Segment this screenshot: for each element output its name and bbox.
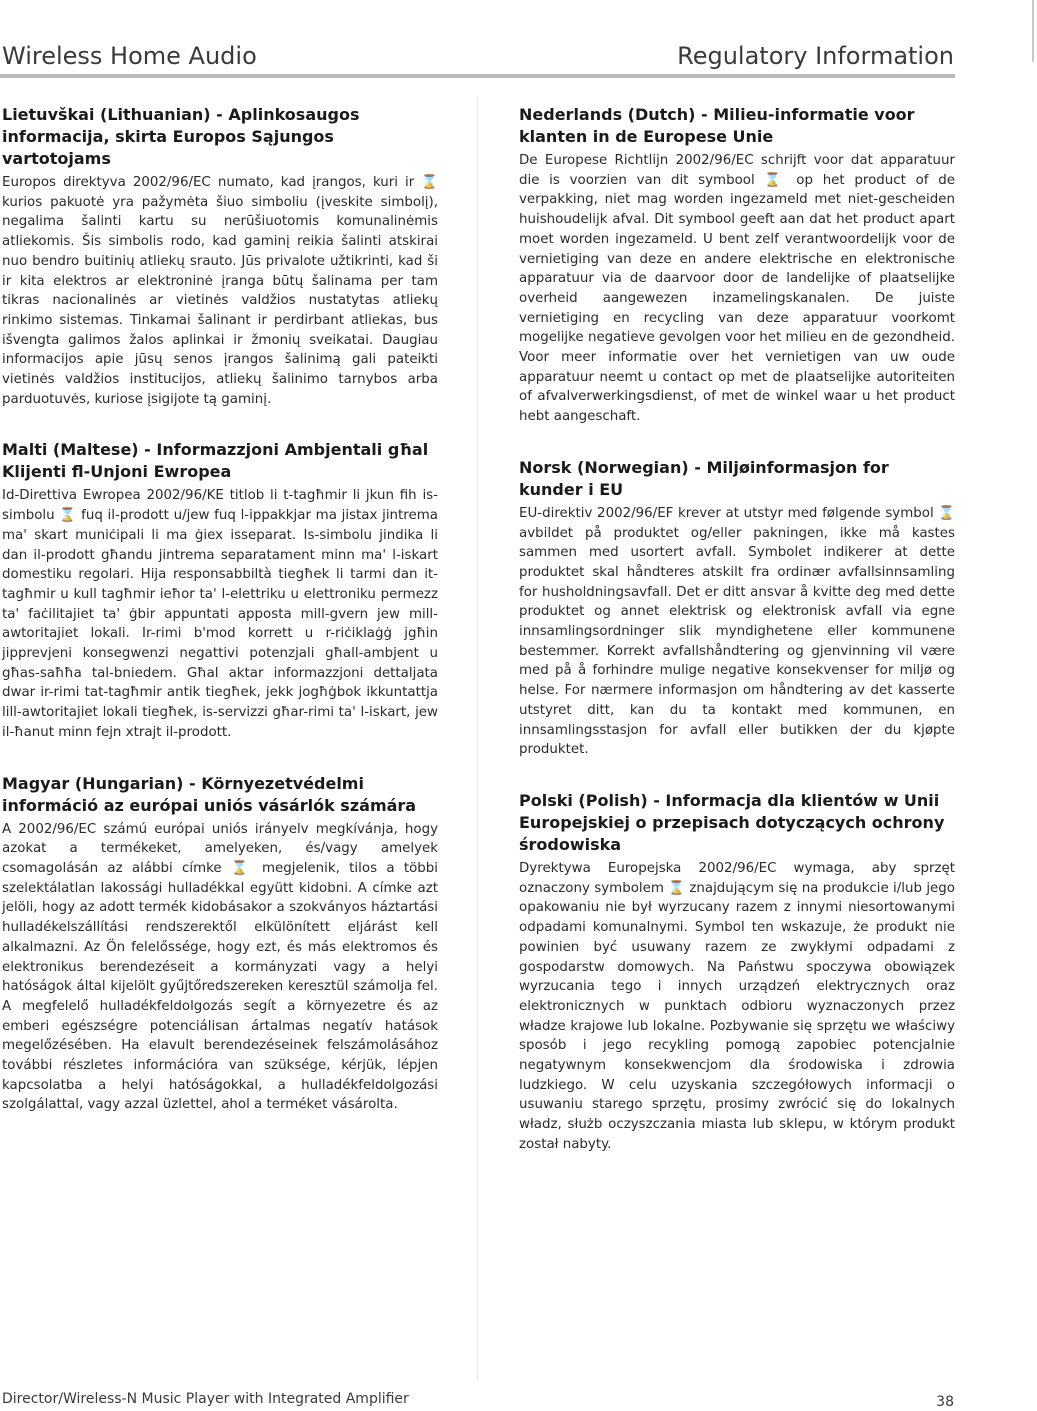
section-norwegian (519, 457, 955, 760)
section-heading: Nederlands (Dutch) - Milieu-informatie voor klanten in de Europese Unie (519, 105, 915, 146)
header-divider (0, 74, 955, 78)
section-polish (519, 790, 955, 1155)
section-body: Id-Direttiva Ewropea 2002/96/KE titlob li t-tagħmir li jkun fih is-simbolu ⌛ fuq il-prodott u/jew fuq l-ippakkjar ma jistax jintrema ma' skart muniċipali li ma ġiex isseparat. Is-simbolu jindika li dan il-prodott għandu jintrema separatament minn ma' l-iskart domestiku regolari. Hija responsabbiltà tiegħek li tarmi dan it-tagħmir u kull tagħmir ieħor ta' l-elettriku u elettroniku permezz ta' faċilitajiet ta' ġbir appuntati apposta mill-gvern jew mill-awtoritajiet lokali. Ir-rimi b'mod korrett u r-riċiklaġġ jgħin jipprevjeni konsegwenzi negattivi potenzjali għall-ambjent u għas-saħħa tal-bniedem. Għal aktar informazzjoni dettaljata dwar ir-rimi tat-tagħmir antik tiegħek, jekk jogħġbok ikkuntattja lill-awtoritajiet lokali tiegħek, is-servizzi għar-rimi ta' l-iskart, jew il-ħanut minn fejn xtrajt il-prodott. (2, 488, 438, 740)
column-divider (477, 96, 478, 1381)
section-hungarian (2, 773, 438, 1116)
section-body: Europos direktyva 2002/96/EC numato, kad įrangos, kuri ir ⌛ kurios pakuotė yra pažymėta šiuo simboliu (įveskite simbolį), negalima šalinti kartu su nerūšiuotomis komunalinėmis atliekomis. Šis simbolis rodo, kad gaminį reikia šalinti atskirai nuo bendro buitinių atliekų srauto. Jūs privalote užtikrinti, kad ši ir kita elektros ar elektroninė įranga būtų šalinama per tam tikras nacionalinės ar vietinės valdžios nustatytas atliekų rinkimo sistemas. Tinkamai šalinant ir perdirbant atliekas, bus išvengta galimos žalos aplinkai ir žmonių sveikatai. Daugiau informacijos apie jūsų senos įrangos šalinimą gali pateikti vietinės valdžios institucijos, atliekų šalinimo tarnybos arba parduotuvės, kuriose įsigijote tą gaminį. (2, 175, 438, 407)
section-heading: Polski (Polish) - Informacja dla klientów w Unii Europejskiej o przepisach dotyczących ochrony środowiska (519, 790, 945, 854)
section-body: De Europese Richtlijn 2002/96/EC schrijft voor dat apparatuur die is voorzien van dit symbool ⌛ op het product of de verpakking, niet mag worden ingezameld met niet-gescheiden huishoudelijk afval. Dit symbool geeft aan dat het product apart moet worden ingezameld. U bent zelf verantwoordelijk voor de vernietiging van deze en andere elektrische en elektronische apparatuur via de daarvoor door de landelijke of plaatselijke overheid aangewezen inzamelingskanalen. De juiste vernietiging en recycling van deze apparatuur voorkomt mogelijke negatieve gevolgen voor het milieu en de gezondheid. Voor meer informatie over het vernietigen van uw oude apparatuur neemt u contact op met de plaatselijke autoriteiten of afvalverwerkingsdienst, of met de winkel waar u het product hebt aangeschaft. (519, 153, 955, 425)
section-body: A 2002/96/EC számú európai uniós irányelv megkívánja, hogy azokat a termékeket, amelyeken, és/vagy amelyek csomagolásán az alábbi címke ⌛ megjelenik, tilos a többi szelektálatlan lakossági hulladékkal együtt kidobni. A címke azt jelöli, hogy az adott termék kidobásakor a szokványos háztartási hulladékelszállítási rendszerektől elkülönített eljárást kell alkalmazni. Az Ön felelőssége, hogy ezt, és más elektromos és elektronikus berendezéseit a kormányzati vagy a helyi hatóságok által kijelölt gyűjtőredszereken keresztül számolja fel. A megfelelő hulladékfeldolgozás segít a környezetre és az emberi egészségre potenciálisan ártalmas negatív hatások megelőzésében. Ha elavult berendezéseinek felszámolásához további részletes információra van szüksége, kérjük, lépjen kapcsolatba a helyi hatóságokkal, a hulladékfeldolgozási szolgálattal, vagy azzal üzlettel, ahol a terméket vásárolta. (2, 821, 438, 1113)
section-body: EU-direktiv 2002/96/EF krever at utstyr med følgende symbol ⌛ avbildet på produktet og/eller pakningen, ikke må kastes sammen med usortert avfall. Symbolet indikerer at dette produktet skal håndteres atskilt fra ordinær avfallsinnsamling for husholdningsavfall. Det er ditt ansvar å kvitte deg med dette produktet og annet elektrisk og elektronisk avfall via egne innsamlingsordninger slik myndighetene eller kommunene bestemmer. Korrekt avfallshåndtering og gjenvinning vil være med på å forhindre mulige negative konsekvenser for miljø og helse. For nærmere informasjon om håndtering av det kasserte utstyret ditt, kan du ta kontakt med kommunen, en innsamlingsstasjon for avfall eller butikken der du kjøpte produktet. (519, 505, 955, 758)
section-heading: Magyar (Hungarian) - Környezetvédelmi információ az európai uniós vásárlók számára (2, 773, 417, 815)
document-title: Wireless Home Audio (2, 42, 257, 70)
section-lithuanian (2, 104, 438, 409)
right-column (519, 104, 955, 1185)
footer-product-name: Director/Wireless-N Music Player with Integrated Amplifier (2, 1391, 409, 1407)
page-number: 38 (936, 1394, 954, 1410)
section-heading: Malti (Maltese) - Informazzjoni Ambjentali għal Klijenti fl-Unjoni Ewropea (2, 440, 429, 482)
section-dutch (519, 104, 955, 427)
section-body: Dyrektywa Europejska 2002/96/EC wymaga, aby sprzęt oznaczony symbolem ⌛ znajdującym się na produkcie i/lub jego opakowaniu nie był wyrzucany razem z innymi niesortowanymi odpadami komunalnymi. Symbol ten wskazuje, że produkt nie powinien być usuwany razem ze zwykłymi odpadami z gospodarstw domowych. Na Państwu spoczywa obowiązek wyrzucania tego i innych urządzeń elektrycznych oraz elektronicznych w punktach odbioru wyznaczonych przez władze krajowe lub lokalne. Pozbywanie się sprzętu we właściwy sposób i jego recykling pomogą zapobiec potencjalnie negatywnym konsekwencjom dla środowiska i zdrowia ludzkiego. W celu uzyskania szczegółowych informacji o usuwaniu starego sprzętu, prosimy zwrócić się do lokalnych władz, służb oczyszczania miasta lub sklepu, w którym produkt został nabyty. (519, 860, 955, 1152)
section-heading: Norsk (Norwegian) - Miljøinformasjon for kunder i EU (519, 457, 889, 499)
section-maltese (2, 439, 438, 742)
left-column (2, 104, 438, 1145)
page-edge-mark (1032, 0, 1034, 62)
section-heading: Lietuvškai (Lithuanian) - Aplinkosaugos informacija, skirta Europos Sąjungos vartotojams (2, 105, 360, 168)
section-title: Regulatory Information (677, 42, 954, 70)
